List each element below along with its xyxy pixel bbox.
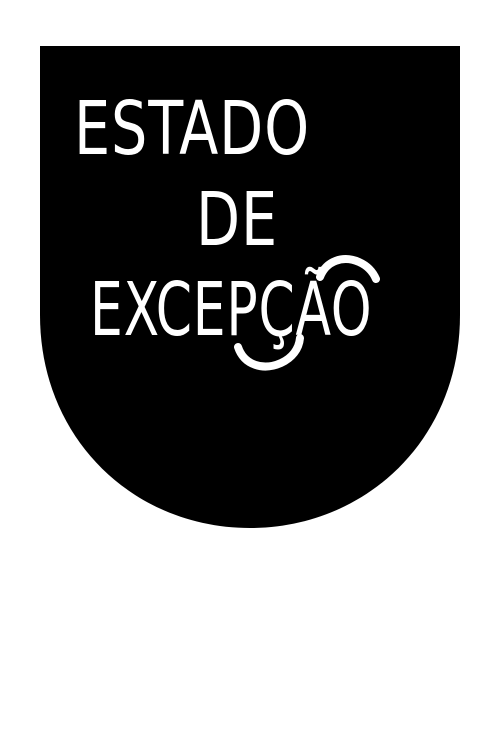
title-line-excepcao: EXCEPÇÃO bbox=[90, 267, 373, 353]
title-line-de: DE bbox=[196, 177, 278, 263]
title-line-estado: ESTADO bbox=[74, 86, 311, 172]
